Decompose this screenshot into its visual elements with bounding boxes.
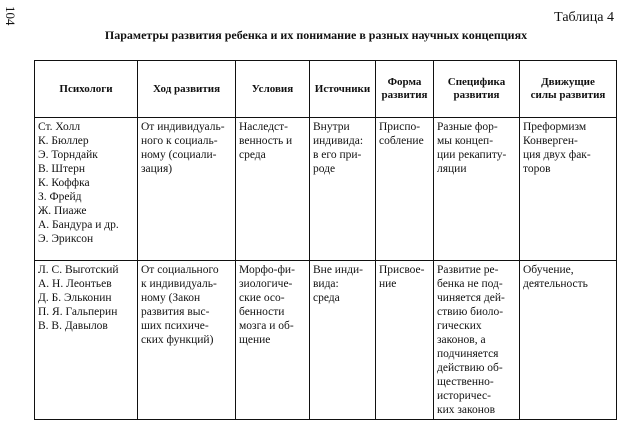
table-cell: Л. С. Выготский А. Н. Леонтьев Д. Б. Эльконин П. Я. Гальперин В. В. Давылов — [35, 261, 138, 420]
table-row — [35, 118, 617, 261]
table-cell: От индивидуаль- ного к социаль- ному (социали- зация) — [138, 118, 236, 261]
header-row — [35, 61, 617, 118]
table-row — [35, 261, 617, 420]
table-label: Таблица 4 — [554, 10, 614, 25]
table-cell: Ст. Холл К. Бюллер Э. Торндайк В. Штерн К. Коффка З. Фрейд Ж. Пиаже А. Бандура и др. Э. Эриксон — [35, 118, 138, 261]
table-caption: Параметры развития ребенка и их понимание в разных научных концепциях — [104, 28, 528, 42]
header-cell: Форма развития — [376, 61, 434, 118]
table-cell: Обучение, деятельность — [520, 261, 617, 420]
table-cell: Преформизм Конверген- ция двух фак- торов — [520, 118, 617, 261]
header-cell: Психологи — [35, 61, 138, 118]
table-cell: Приспо- собление — [376, 118, 434, 261]
header-cell: Движущие силы развития — [520, 61, 617, 118]
table-cell: Внутри индивида: в его при- роде — [310, 118, 376, 261]
concepts-table — [34, 60, 617, 420]
table-cell: Морфо-фи- зиологиче- ские осо- бенности мозга и об- щение — [236, 261, 310, 420]
table-cell: Развитие ре- бенка не под- чиняется дей- ствию биоло- гических законов, а подчиняется действию об- щественно- историчес- ких законов — [434, 261, 520, 420]
table-cell: Наследст- венность и среда — [236, 118, 310, 261]
table-cell: Разные фор- мы концеп- ции рекапиту- ляции — [434, 118, 520, 261]
header-cell: Источники — [310, 61, 376, 118]
table-cell: От социального к индивидуаль- ному (Закон развития выс- ших психиче- ских функций) — [138, 261, 236, 420]
table-cell: Вне инди- вида: среда — [310, 261, 376, 420]
header-cell: Специфика развития — [434, 61, 520, 118]
header-cell: Условия — [236, 61, 310, 118]
table-cell: Присвое- ние — [376, 261, 434, 420]
header-cell: Ход развития — [138, 61, 236, 118]
page-number: 104 — [3, 6, 18, 26]
